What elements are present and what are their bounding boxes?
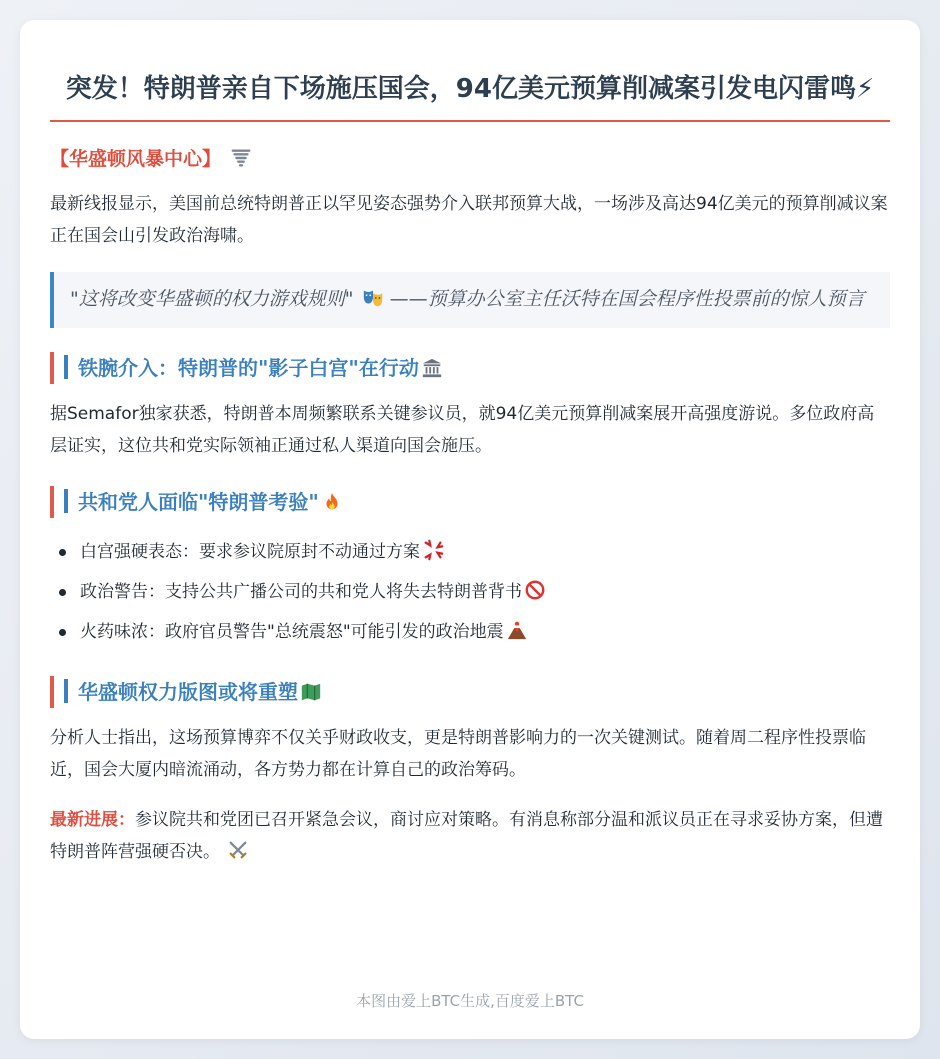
intro-paragraph: 最新线报显示，美国前总统特朗普正以罕见姿态强势介入联邦预算大战，一场涉及高达94亿美元的预算削减议案正在国会山引发政治海啸。 bbox=[50, 194, 888, 246]
article-title bbox=[50, 70, 890, 122]
tornado-icon bbox=[230, 147, 252, 169]
heading-bar bbox=[64, 679, 68, 703]
quote-text: "这将改变华盛顿的权力游戏规则" bbox=[70, 288, 354, 310]
list-item-text: 政治警告：支持公共广播公司的共和党人将失去特朗普背书 bbox=[80, 582, 522, 602]
title-text: 突发！特朗普亲自下场施压国会，94亿美元预算削减案引发电闪雷鸣⚡ bbox=[65, 74, 875, 104]
section2-heading bbox=[50, 486, 890, 518]
section1-heading bbox=[50, 352, 890, 384]
quote-block bbox=[50, 272, 890, 328]
latest-paragraph bbox=[50, 804, 890, 868]
bullet-dot bbox=[59, 549, 66, 556]
prohibited-icon bbox=[524, 579, 546, 601]
quote-source: ——预算办公室主任沃特在国会程序性投票前的惊人预言 bbox=[389, 288, 865, 310]
crossed-swords-icon bbox=[227, 839, 249, 861]
section3-heading bbox=[50, 676, 890, 708]
anger-icon bbox=[422, 539, 444, 561]
section1-body: 据Semafor独家获悉，特朗普本周频繁联系关键参议员，就94亿美元预算削减案展开高强度游说。多位政府高层证实，这位共和党实际领袖正通过私人渠道向国会施压。 bbox=[50, 404, 875, 456]
list-item bbox=[50, 612, 890, 652]
list-item bbox=[50, 572, 890, 612]
list-item-text: 火药味浓：政府官员警告"总统震怒"可能引发的政治地震 bbox=[80, 622, 504, 642]
section2-list bbox=[50, 532, 890, 652]
map-icon bbox=[300, 681, 322, 703]
volcano-icon bbox=[506, 619, 528, 641]
tag-text: 【华盛顿风暴中心】 bbox=[50, 148, 222, 170]
heading-bar bbox=[64, 355, 68, 379]
list-item bbox=[50, 532, 890, 572]
heading-bar bbox=[64, 489, 68, 513]
fire-icon bbox=[321, 491, 343, 513]
section3-heading-text: 华盛顿权力版图或将重塑 bbox=[78, 680, 298, 704]
section3-body: 分析人士指出，这场预算博弈不仅关乎财政收支，更是特朗普影响力的一次关键测试。随着周二程序性投票临近，国会大厦内暗流涌动，各方势力都在计算自己的政治筹码。 bbox=[50, 728, 866, 780]
bullet-dot bbox=[59, 589, 66, 596]
bank-icon bbox=[421, 357, 443, 379]
article-card bbox=[20, 20, 920, 1039]
masks-icon bbox=[362, 287, 384, 309]
section1-heading-text: 铁腕介入：特朗普的"影子白宫"在行动 bbox=[78, 356, 419, 380]
footer-credit: 本图由爱上BTC生成,百度爱上BTC bbox=[356, 992, 584, 1010]
latest-label: 最新进展： bbox=[50, 810, 135, 830]
list-item-text: 白宫强硬表态：要求参议院原封不动通过方案 bbox=[80, 542, 420, 562]
latest-body: 参议院共和党团已召开紧急会议，商讨应对策略。有消息称部分温和派议员正在寻求妥协方案，但遭特朗普阵营强硬否决。 bbox=[50, 810, 883, 862]
bullet-dot bbox=[59, 629, 66, 636]
location-tag bbox=[50, 144, 890, 174]
section2-heading-text: 共和党人面临"特朗普考验" bbox=[78, 490, 319, 514]
